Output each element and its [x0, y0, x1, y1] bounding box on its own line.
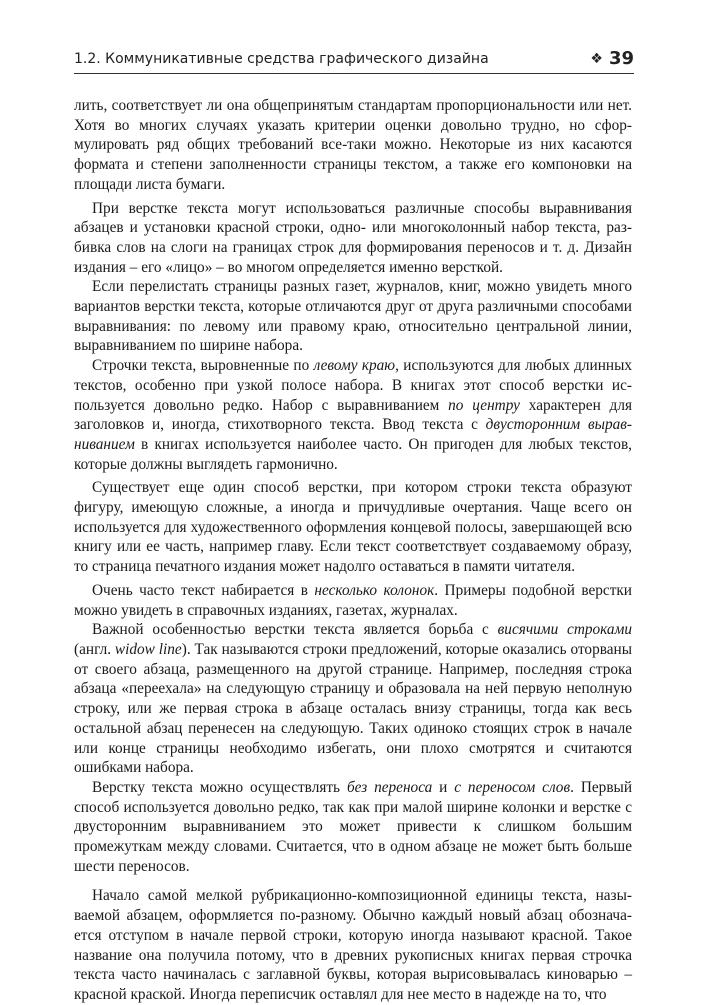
paragraph: [74, 356, 632, 474]
text-run: При верстке текста могут использоваться различные способы выравнивания абзацев и установки красной строки, одно- или многоколонный набор текста, разбивка слов на слоги на границах строк для формирования переносов и т. д. Дизайн издания – его «лицо» – во многом определяется именно версткой.: [74, 199, 632, 276]
paragraph: [74, 620, 632, 778]
text-run: Очень часто текст набирается в: [92, 581, 315, 599]
text-run: Важной особенностью верстки текста является борьба с: [92, 621, 498, 639]
body-text: [74, 96, 632, 1005]
italic-term: двусторонним выравниванием: [74, 416, 632, 453]
page-number: 39: [608, 48, 634, 69]
running-title: 1.2. Коммуникативные средства графического дизайна: [74, 51, 489, 67]
text-run: и: [432, 778, 455, 796]
text-run: Существует еще один способ верстки, при котором строки текста образуют фигуру, имеющую сложные, а иногда и причудливые очертания. Чаще всего он используется для художественного оформления концевой полосы, завершающей всю книгу или ее часть, например главу. Если текст соответствует создаваемому образу, то страница печатного издания может надолго оставаться в памяти читателя.: [74, 479, 632, 576]
italic-term: висячими строками: [497, 621, 632, 639]
paragraph: [74, 478, 632, 577]
running-header: [74, 47, 634, 74]
page-mark: [590, 48, 634, 69]
paragraph: [74, 277, 632, 356]
italic-term: без переноса: [346, 778, 433, 796]
text-run: (англ.: [74, 640, 115, 658]
four-diamond-icon: ❖: [590, 50, 603, 67]
italic-term: widow line: [114, 640, 182, 658]
text-run: . Примеры подобной верстки можно увидеть в справочных изданиях, газетах, журналах.: [74, 581, 632, 619]
text-run: лить, соответствует ли она общепринятым стандартам пропорциональности или нет. Хотя во многих случаях указать критерии оценки довольно трудно, но сформулировать ряд общих требований все-таки можно. Некоторые из них касаются формата и степени заполненности страницы текстом, а также его компоновки на площади листа бумаги.: [74, 97, 632, 193]
text-run: характерен для заголовков и, иногда, стихотворного текста. Ввод текста с: [74, 396, 633, 434]
text-run: в книгах используется наиболее часто. Он пригоден для любых текстов, которые должны выглядеть гармонично.: [74, 435, 632, 473]
italic-term: несколько колонок: [314, 581, 435, 599]
italic-term: с переносом слов: [454, 778, 571, 796]
text-run: , используются для любых длинных текстов, особенно при узкой полосе набора. В книгах этот способ верстки используется довольно редко. Набор с выравниванием: [74, 357, 632, 414]
paragraph: [74, 778, 632, 877]
text-run: Если перелистать страницы разных газет, журналов, книг, можно увидеть много вариантов верстки текста, которые отличаются друг от друга различными способами выравнивания: по левому или правому краю, относительно центральной линии, выравниванием по ширине набора.: [74, 278, 632, 355]
italic-term: левому краю: [313, 357, 396, 375]
paragraph: [74, 96, 632, 195]
text-run: . Первый способ используется довольно редко, так как при малой ширине колонки и верстке с двусторонним выравниванием это может привести к слишком большим промежуткам между словами. Считается, что в одном абзаце не может быть больше шести переносов.: [74, 778, 632, 875]
italic-term: по центру: [448, 396, 520, 414]
paragraph: [74, 886, 632, 1004]
text-run: Верстку текста можно осуществлять: [92, 778, 347, 796]
text-run: Начало самой мелкой рубрикационно-композиционной единицы текста, называемой абзацем, оформляется по-разному. Обычно каждый новый абзац обозначается отступом в начале первой строки, которую иногда называют красной. Такое название она получила потому, что в древних рукописных книгах первая строчка текста часто начиналась с заглавной буквы, которая вырисовывалась киноварью – красной краской. Иногда переписчик оставлял для нее место в надежде на то, что: [74, 887, 632, 1003]
text-run: ). Так называются строки предложений, которые оказались оторваны от своего абзаца, размещенного на другой странице. Например, последняя строка абзаца «переехала» на следующую страницу и образовала на ней первую неполную строку, или же первая строка в абзаце осталась внизу страницы, тогда как весь остальной абзац перенесен на следующую. Таких одиноко стоящих строк в начале или конце страницы необходимо избегать, они плохо смотрятся и считаются ошибками набора.: [74, 640, 632, 777]
paragraph: [74, 581, 632, 620]
text-run: Строчки текста, выровненные по: [92, 357, 314, 375]
paragraph: [74, 199, 632, 278]
